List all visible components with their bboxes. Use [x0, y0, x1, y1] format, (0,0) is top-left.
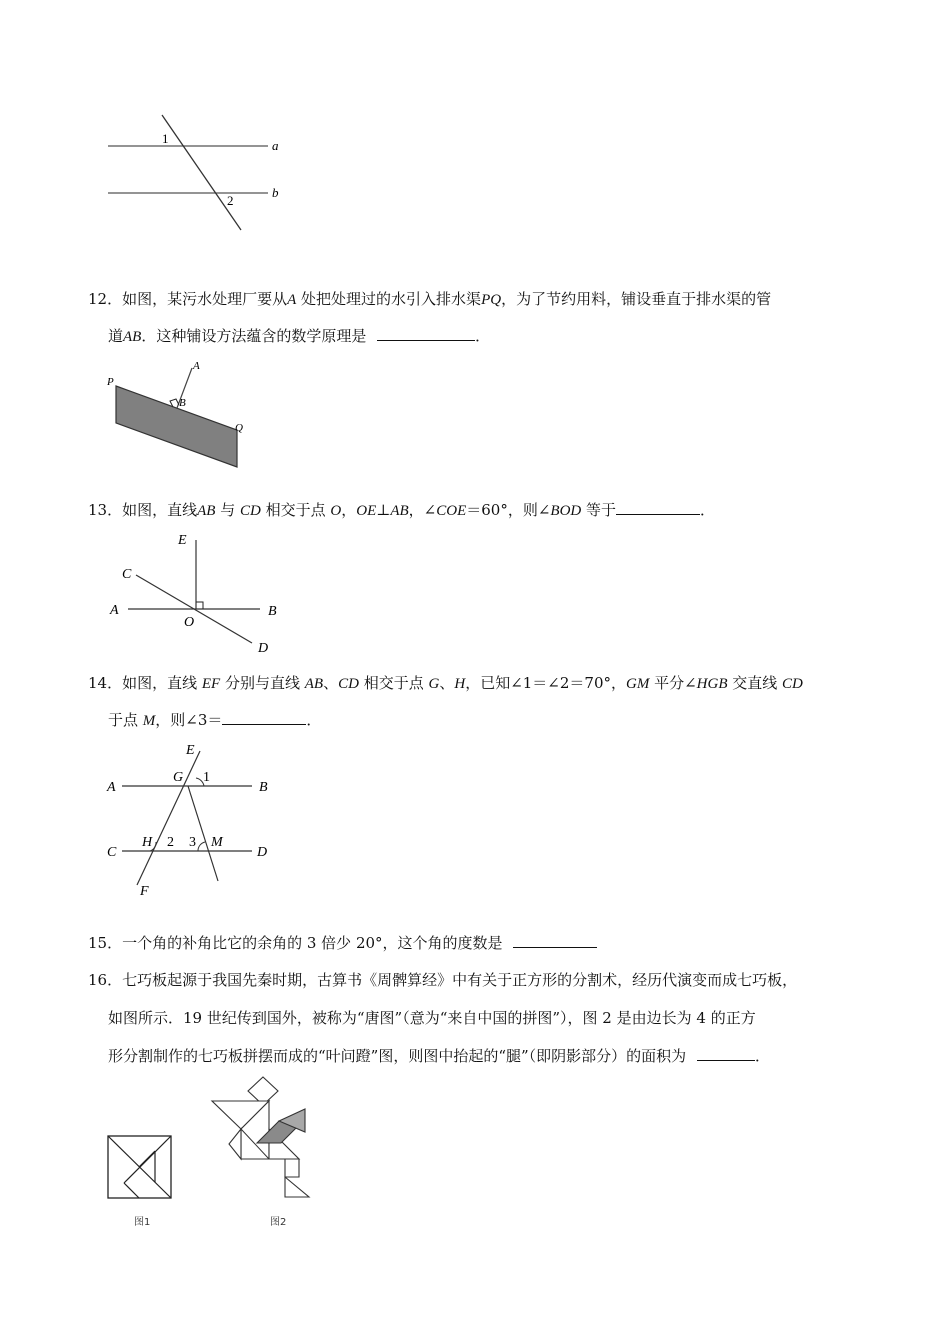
var: GM: [626, 676, 650, 692]
text: 、: [439, 674, 455, 692]
var: AB: [304, 676, 324, 692]
text: ，∠: [408, 501, 437, 519]
var: BOD: [550, 503, 582, 519]
text: ．这种铺设方法蕴含的数学原理是: [141, 327, 367, 345]
point-p-label: P: [107, 376, 114, 388]
point-b-label: B: [259, 780, 268, 795]
question-number: 14．: [88, 674, 123, 692]
question-14-line-1: [88, 673, 803, 694]
question-number: 16．: [88, 971, 123, 989]
question-14-line-2: [108, 710, 321, 731]
text: 如图，直线: [122, 501, 198, 519]
point-e-label: E: [178, 533, 187, 548]
point-a-label: A: [107, 780, 116, 795]
text: 与: [215, 501, 240, 519]
point-e-label: E: [186, 743, 195, 758]
var: AB: [197, 503, 216, 519]
figure-intersecting-lines: [100, 530, 290, 660]
question-12-line-2: [108, 326, 490, 347]
text: 如图，某污水处理厂要从: [122, 290, 288, 308]
var: EF: [201, 676, 221, 692]
text: ．: [754, 1047, 770, 1065]
question-16-line-1: [88, 970, 797, 990]
question-16-line-2: [108, 1008, 756, 1028]
question-12-line-1: [88, 289, 771, 310]
var: CD: [239, 503, 261, 519]
line-b-label: b: [272, 185, 279, 200]
text: ．: [306, 711, 322, 729]
angle-3-label: 3: [189, 835, 196, 850]
answer-blank[interactable]: [377, 326, 475, 341]
figure-2-caption: 图2: [270, 1217, 287, 1228]
var: AB: [123, 329, 142, 345]
question-13: [88, 500, 715, 521]
point-a-label: A: [110, 603, 119, 618]
question-15: [88, 933, 597, 953]
var: CD: [782, 676, 803, 692]
text: 一个角的补角比它的余角的 3 倍少 20°，这个角的度数是: [122, 934, 503, 952]
text: 平分∠: [649, 674, 697, 692]
figure-transversal-bisector: [100, 738, 300, 903]
question-16-line-3: [108, 1046, 770, 1066]
question-number: 13．: [88, 501, 123, 519]
text: 如图，直线: [122, 674, 202, 692]
figure-tangram-square: [105, 1133, 175, 1203]
text: 交直线: [727, 674, 783, 692]
text: 、: [323, 674, 339, 692]
answer-blank[interactable]: [616, 500, 700, 515]
text: 形分割制作的七巧板拼摆而成的“叶问蹬”图，则图中抬起的“腿”（即阴影部分）的面积为: [108, 1047, 687, 1065]
point-c-label: C: [122, 567, 132, 582]
var: PQ: [481, 292, 502, 308]
answer-blank[interactable]: [222, 710, 306, 725]
var: G: [428, 676, 440, 692]
question-number: 15．: [88, 934, 123, 952]
text: 相交于点: [260, 501, 331, 519]
point-m-label: M: [211, 835, 223, 850]
point-c-label: C: [107, 845, 117, 860]
angle-1-label: 1: [203, 770, 210, 785]
text: 等于: [581, 501, 617, 519]
figure-tangram-kick: [205, 1074, 320, 1204]
text: ⊥: [376, 501, 391, 519]
var: HGB: [696, 676, 728, 692]
figure-1-caption: 图1: [134, 1217, 151, 1228]
text: 如图所示．19 世纪传到国外，被称为“唐图”（意为“来自中国的拼图”），图 2 是由边长为 4 的正方: [108, 1009, 756, 1027]
point-q-label: Q: [235, 422, 243, 434]
text: ．: [475, 327, 491, 345]
text: 七巧板起源于我国先秦时期，古算书《周髀算经》中有关于正方形的分割术，经历代演变而成七巧板，: [122, 971, 798, 989]
point-g-label: G: [173, 770, 184, 785]
text: 相交于点: [358, 674, 429, 692]
angle-2-label: 2: [167, 835, 174, 850]
var: CD: [338, 676, 359, 692]
point-b-label: B: [268, 604, 277, 619]
text: 分别与直线: [220, 674, 305, 692]
figure-parallel-lines: [100, 105, 300, 240]
point-h-label: H: [142, 835, 153, 850]
answer-blank[interactable]: [513, 933, 597, 948]
var: AB: [390, 503, 409, 519]
text: ，已知∠1＝∠2＝70°，: [465, 674, 626, 692]
text: ＝60°，则∠: [466, 501, 551, 519]
text: ，则∠3＝: [155, 711, 223, 729]
var: M: [142, 713, 156, 729]
point-o-label: O: [184, 615, 195, 630]
point-d-label: D: [257, 845, 268, 860]
var: COE: [436, 503, 467, 519]
angle-1-label: 1: [162, 131, 169, 146]
var: A: [287, 292, 297, 308]
text: 于点: [108, 711, 143, 729]
text: ，: [341, 501, 357, 519]
var: OE: [356, 503, 377, 519]
text: 道: [108, 327, 124, 345]
var: H: [454, 676, 466, 692]
angle-2-label: 2: [227, 193, 234, 208]
point-d-label: D: [258, 641, 269, 656]
line-a-label: a: [272, 138, 279, 153]
var: O: [330, 503, 342, 519]
point-b-label: B: [179, 397, 186, 409]
figure-drainage-channel: [100, 355, 270, 475]
text: ，为了节约用料，铺设垂直于排水渠的管: [501, 290, 772, 308]
answer-blank[interactable]: [697, 1046, 755, 1061]
point-a-label: A: [193, 360, 200, 372]
text: ．: [700, 501, 716, 519]
point-f-label: F: [140, 884, 149, 899]
question-number: 12．: [88, 290, 123, 308]
text: 处把处理过的水引入排水渠: [296, 290, 482, 308]
